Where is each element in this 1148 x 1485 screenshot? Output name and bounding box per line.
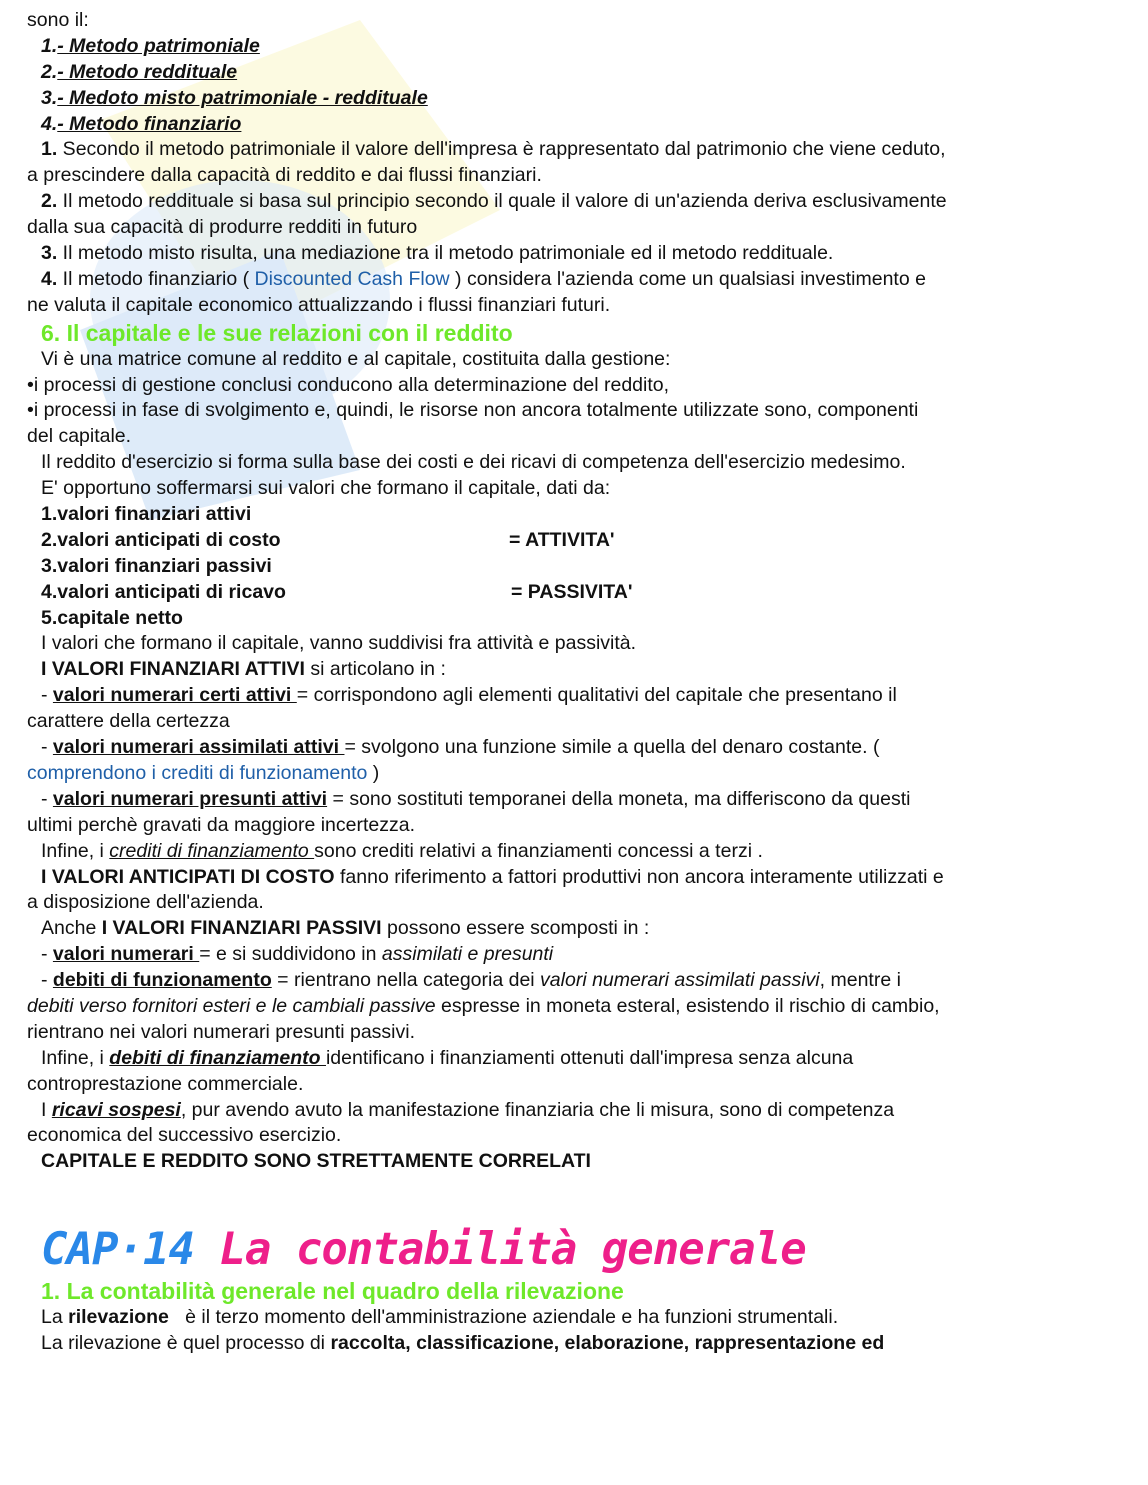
list-item: - valori numerari assimilati attivi = svolgono una funzione simile a quella del denaro costante. ( (41, 736, 880, 759)
paragraph-line: E' opportuno soffermarsi sui valori che formano il capitale, dati da: (41, 477, 611, 500)
crediti-link[interactable]: comprendono i crediti di funzionamento (27, 761, 368, 784)
paragraph-line: 3. Il metodo misto risulta, una mediazione tra il metodo patrimoniale ed il metodo reddituale. (41, 242, 834, 265)
paragraph-line: rientrano nei valori numerari presunti passivi. (27, 1020, 416, 1043)
paragraph-line: Vi è una matrice comune al reddito e al capitale, costituita dalla gestione: (41, 347, 671, 370)
paragraph-line: Infine, i debiti di finanziamento identificano i finanziamenti ottenuti dall'impresa senza alcuna (41, 1046, 854, 1069)
dcf-link[interactable]: Discounted Cash Flow (254, 267, 450, 290)
paragraph-line: del capitale. (27, 425, 132, 448)
list-item: - debiti di funzionamento = rientrano nella categoria dei valori numerari assimilati passivi, mentre i (41, 969, 901, 992)
paragraph-line: La rilevazione è quel processo di raccolta, classificazione, elaborazione, rappresentazione ed (41, 1332, 885, 1355)
method-item: 2.- Metodo reddituale (41, 60, 238, 83)
value-item: 2.valori anticipati di costo = ATTIVITA' (27, 528, 1122, 554)
value-item: 4.valori anticipati di ricavo = PASSIVITA' (27, 580, 1122, 606)
paragraph-line: a disposizione dell'azienda. (27, 891, 264, 914)
bullet-icon: • (27, 399, 34, 422)
paragraph-line: comprendono i crediti di funzionamento ) (27, 761, 380, 784)
attivita-label: = ATTIVITA' (509, 528, 615, 551)
intro-text: sono il: (27, 9, 89, 31)
bullet-item: •i processi in fase di svolgimento e, quindi, le risorse non ancora totalmente utilizzate sono, componenti (27, 399, 919, 422)
section-heading: 1. La contabilità generale nel quadro della rilevazione (41, 1278, 624, 1305)
bullet-icon: • (27, 373, 34, 396)
bullet-item: •i processi di gestione conclusi conducono alla determinazione del reddito, (27, 373, 670, 396)
method-item: 4.- Metodo finanziario (41, 112, 242, 135)
paragraph-line: economica del successivo esercizio. (27, 1124, 342, 1147)
paragraph-line: ultimi perchè gravati da maggiore incertezza. (27, 813, 416, 836)
value-item: 5.capitale netto (41, 606, 183, 629)
paragraph-line: controprestazione commerciale. (27, 1072, 304, 1095)
list-item: - valori numerari certi attivi = corrispondono agli elementi qualitativi del capitale che presentano il (41, 684, 897, 707)
paragraph-line: Anche I VALORI FINANZIARI PASSIVI possono essere scomposti in : (41, 917, 650, 940)
paragraph-line: Il reddito d'esercizio si forma sulla base dei costi e dei ricavi di competenza dell'esercizio medesimo. (41, 451, 906, 474)
passivita-label: = PASSIVITA' (511, 580, 633, 603)
paragraph-line: 4. Il metodo finanziario ( Discounted Cash Flow ) considera l'azienda come un qualsiasi investimento e (41, 267, 926, 290)
paragraph-line: ne valuta il capitale economico attualizzando i flussi finanziari futuri. (27, 293, 611, 316)
chapter-heading: CAP·14 La contabilità generale (41, 1224, 806, 1276)
paragraph-line: I ricavi sospesi, pur avendo avuto la manifestazione finanziaria che li misura, sono di competenza (41, 1098, 895, 1121)
value-item: 3.valori finanziari passivi (41, 554, 272, 577)
paragraph-line: a prescindere dalla capacità di reddito e dai flussi finanziari. (27, 164, 542, 187)
paragraph-line: La rilevazione è il terzo momento dell'amministrazione aziendale e ha funzioni strumentali. (41, 1306, 839, 1329)
list-item: - valori numerari presunti attivi = sono sostituti temporanei della moneta, ma differiscono da questi (41, 787, 911, 810)
closing-statement: CAPITALE E REDDITO SONO STRETTAMENTE CORRELATI (41, 1150, 591, 1173)
document-page (27, 8, 1122, 1357)
paragraph-line: dalla sua capacità di produrre redditi in futuro (27, 216, 418, 239)
paragraph-line: 1. Secondo il metodo patrimoniale il valore dell'impresa è rappresentato dal patrimonio che viene ceduto, (41, 138, 946, 161)
paragraph-line: 2. Il metodo reddituale si basa sul principio secondo il quale il valore di un'azienda deriva esclusivamente (41, 190, 947, 213)
value-item: 1.valori finanziari attivi (41, 503, 252, 526)
method-item: 3.- Medoto misto patrimoniale - reddituale (41, 86, 428, 109)
paragraph-line: I valori che formano il capitale, vanno suddivisi fra attività e passività. (41, 632, 637, 655)
paragraph-line: debiti verso fornitori esteri e le cambiali passive espresse in moneta esteral, esistendo il rischio di cambio, (27, 994, 940, 1017)
paragraph-line: Infine, i crediti di finanziamento sono crediti relativi a finanziamenti concessi a terzi . (41, 839, 763, 862)
paragraph-line: carattere della certezza (27, 710, 230, 733)
paragraph-line: I VALORI ANTICIPATI DI COSTO fanno riferimento a fattori produttivi non ancora interamente utilizzati e (41, 865, 944, 888)
paragraph-line: I VALORI FINANZIARI ATTIVI si articolano in : (41, 658, 446, 681)
list-item: - valori numerari = e si suddividono in assimilati e presunti (41, 943, 554, 966)
section-heading: 6. Il capitale e le sue relazioni con il reddito (41, 319, 513, 346)
method-item: 1.- Metodo patrimoniale (41, 34, 260, 57)
